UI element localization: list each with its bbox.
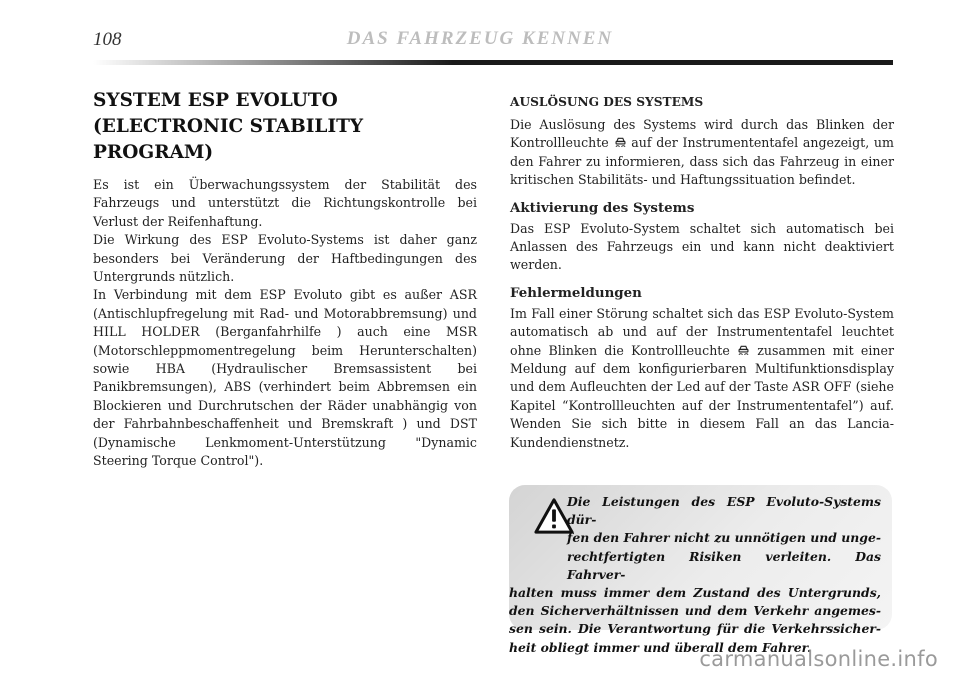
activation-paragraph: Das ESP Evoluto-System schaltet sich automatisch bei Anlassen des Fahrzeugs ein und kann nicht deaktiviert werden. (510, 220, 894, 273)
intro-paragraph: Es ist ein Überwachungssystem der Stabilität des Fahrzeugs und unterstützt die Richtungskontrolle bei Verlust der Reifenhaftung. Die Wirkung des ESP Evoluto-Systems ist daher ganz besonders bei Veränderung der Haftbedingungen des Untergrunds nützlich. In Verbindung mit dem ESP Evoluto gibt es außer ASR (Antischlupfregelung mit Rad- und Motorabbremsung) und HILL HOLDER (Berganfahrhilfe ) auch eine MSR (Motorschleppmomentregelung beim Herunterschalten) sowie HBA (Hydraulischer Bremsassistent bei Panikbremsungen), ABS (verhindert beim Abbremsen ein Blockieren und Durchrutschen der Räder unabhängig von der Fahrbahnbeschaffenheit und Bremskraft ) und DST (Dynamische Lenkmoment-Unterstützung "Dynamic Steering Torque Control"). (93, 177, 477, 469)
section-title: SYSTEM ESP EVOLUTO (ELECTRONIC STABILITY PROGRAM) (93, 90, 364, 163)
header-rule (93, 60, 893, 65)
triggering-text-start: Die Auslösung des Systems wird durch das Blinken der Kontrollleuchte (510, 117, 894, 151)
error-heading: Fehlermeldungen (510, 284, 642, 301)
error-paragraph (510, 305, 894, 452)
warning-line: sen sein. Die Verantwortung für die Verkehrssicher- (509, 621, 881, 637)
warning-box (509, 485, 892, 655)
watermark: carmanualsonline.info (699, 647, 938, 671)
warning-line: rechtfertigten Risiken verleiten. Das Fahrver- (567, 548, 881, 582)
warning-text (509, 493, 881, 657)
right-column (510, 94, 894, 452)
esp-skid-car-icon (614, 136, 627, 148)
error-text-start: Im Fall einer Störung schaltet sich das ESP Evoluto-System automatisch ab und auf der Instrumententafel leuchtet ohne Blinken die Kontrollleuchte (510, 305, 894, 358)
warning-line: halten muss immer dem Zustand des Untergrunds, (509, 585, 881, 601)
activation-heading: Aktivierung des Systems (510, 199, 695, 216)
warning-line: Die Leistungen des ESP Evoluto-Systems dür- (567, 494, 881, 528)
page-number: 108 (93, 29, 122, 50)
error-text-end: zusammen mit einer Meldung auf dem konfigurierbaren Multifunktionsdisplay und dem Aufleuchten der Led auf der Taste ASR OFF (siehe Kapitel “Kontrollleuchten auf der Instrumententafel”) auf. Wenden Sie sich bitte in diesem Fall an das Lancia-Kundendienstnetz. (510, 342, 894, 450)
triggering-text-end: auf der Instrumententafel angezeigt, um den Fahrer zu informieren, dass sich das Fahrzeug in einer kritischen Stabilitäts- und Haftungssituation befindet. (510, 135, 894, 188)
left-column (93, 88, 477, 471)
running-title: DAS FAHRZEUG KENNEN (346, 28, 614, 49)
warning-line: den Sicherverhältnissen und dem Verkehr angemes- (509, 603, 881, 619)
triggering-paragraph (510, 116, 894, 190)
warning-line: fen den Fahrer nicht zu unnötigen und unge- (567, 530, 881, 546)
triggering-heading: AUSLÖSUNG DES SYSTEMS (510, 95, 704, 109)
warning-line: heit obliegt immer und überall dem Fahrer. (509, 639, 812, 655)
esp-skid-car-icon (737, 344, 750, 356)
